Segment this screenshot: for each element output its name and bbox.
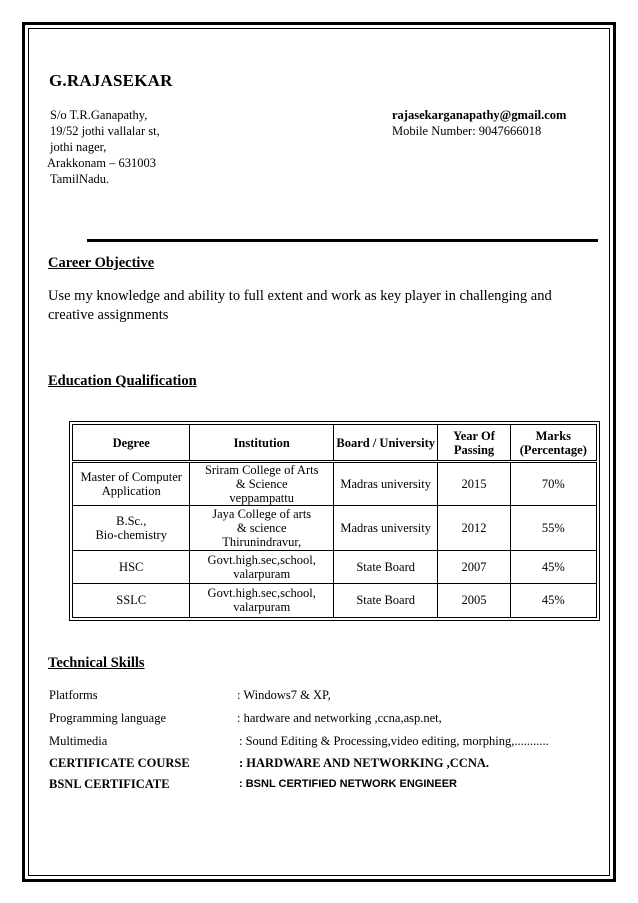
year-cell: 2005 bbox=[438, 583, 510, 617]
career-objective-text: Use my knowledge and ability to full extent and work as key player in challenging and creative assignments bbox=[48, 288, 552, 323]
table-row bbox=[73, 506, 597, 550]
skill-label: CERTIFICATE COURSE bbox=[49, 756, 190, 770]
year-cell: 2012 bbox=[438, 506, 510, 550]
address-block bbox=[47, 107, 160, 187]
marks-cell: 55% bbox=[510, 506, 596, 550]
year-cell: 2007 bbox=[438, 550, 510, 583]
address-line: 19/52 jothi vallalar st, bbox=[50, 124, 160, 138]
degree-cell: SSLC bbox=[73, 583, 190, 617]
column-header: Institution bbox=[190, 425, 334, 462]
address-line: TamilNadu. bbox=[50, 172, 110, 186]
skill-label: BSNL CERTIFICATE bbox=[49, 777, 170, 791]
skill-value: : hardware and networking ,ccna,asp.net, bbox=[237, 711, 442, 725]
board-cell: State Board bbox=[333, 583, 437, 617]
address-line: S/o T.R.Ganapathy, bbox=[50, 108, 148, 122]
table-row bbox=[73, 550, 597, 583]
email-link[interactable]: rajasekarganapathy@gmail.com bbox=[392, 108, 567, 122]
marks-cell: 45% bbox=[510, 550, 596, 583]
education-table bbox=[69, 421, 600, 621]
table-row bbox=[73, 462, 597, 506]
column-header: Degree bbox=[73, 425, 190, 462]
candidate-name: G.RAJASEKAR bbox=[49, 71, 173, 90]
degree-cell: B.Sc., Bio-chemistry bbox=[73, 506, 190, 550]
institution-cell: Govt.high.sec,school, valarpuram bbox=[190, 550, 334, 583]
board-cell: Madras university bbox=[333, 506, 437, 550]
technical-skills-heading: Technical Skills bbox=[48, 655, 145, 671]
skill-label: Multimedia bbox=[49, 734, 108, 748]
address-line: jothi nager, bbox=[50, 140, 107, 154]
table-row bbox=[73, 583, 597, 617]
address-line: Arakkonam – 631003 bbox=[47, 156, 157, 170]
mobile-number: Mobile Number: 9047666018 bbox=[392, 124, 542, 138]
skill-value: : Sound Editing & Processing,video editing, morphing,........... bbox=[239, 734, 549, 748]
institution-cell: Govt.high.sec,school, valarpuram bbox=[190, 583, 334, 617]
degree-cell: Master of Computer Application bbox=[73, 462, 190, 506]
column-header: Year Of Passing bbox=[438, 425, 510, 462]
institution-cell: Jaya College of arts & science Thirunindravur, bbox=[190, 506, 334, 550]
skill-label: Programming language bbox=[49, 711, 166, 725]
marks-cell: 70% bbox=[510, 462, 596, 506]
contact-block bbox=[392, 107, 566, 139]
column-header: Marks (Percentage) bbox=[510, 425, 596, 462]
institution-cell: Sriram College of Arts & Science veppampattu bbox=[190, 462, 334, 506]
year-cell: 2015 bbox=[438, 462, 510, 506]
degree-cell: HSC bbox=[73, 550, 190, 583]
skill-value: : Windows7 & XP, bbox=[237, 688, 331, 702]
career-objective-heading: Career Objective bbox=[48, 255, 155, 271]
skill-label: Platforms bbox=[49, 688, 98, 702]
header-divider bbox=[87, 239, 598, 242]
skill-value: : BSNL CERTIFIED NETWORK ENGINEER bbox=[239, 778, 457, 790]
education-heading: Education Qualification bbox=[48, 373, 197, 389]
board-cell: State Board bbox=[333, 550, 437, 583]
table-header-row bbox=[73, 425, 597, 462]
board-cell: Madras university bbox=[333, 462, 437, 506]
marks-cell: 45% bbox=[510, 583, 596, 617]
column-header: Board / University bbox=[333, 425, 437, 462]
skill-value: : HARDWARE AND NETWORKING ,CCNA. bbox=[239, 756, 490, 770]
